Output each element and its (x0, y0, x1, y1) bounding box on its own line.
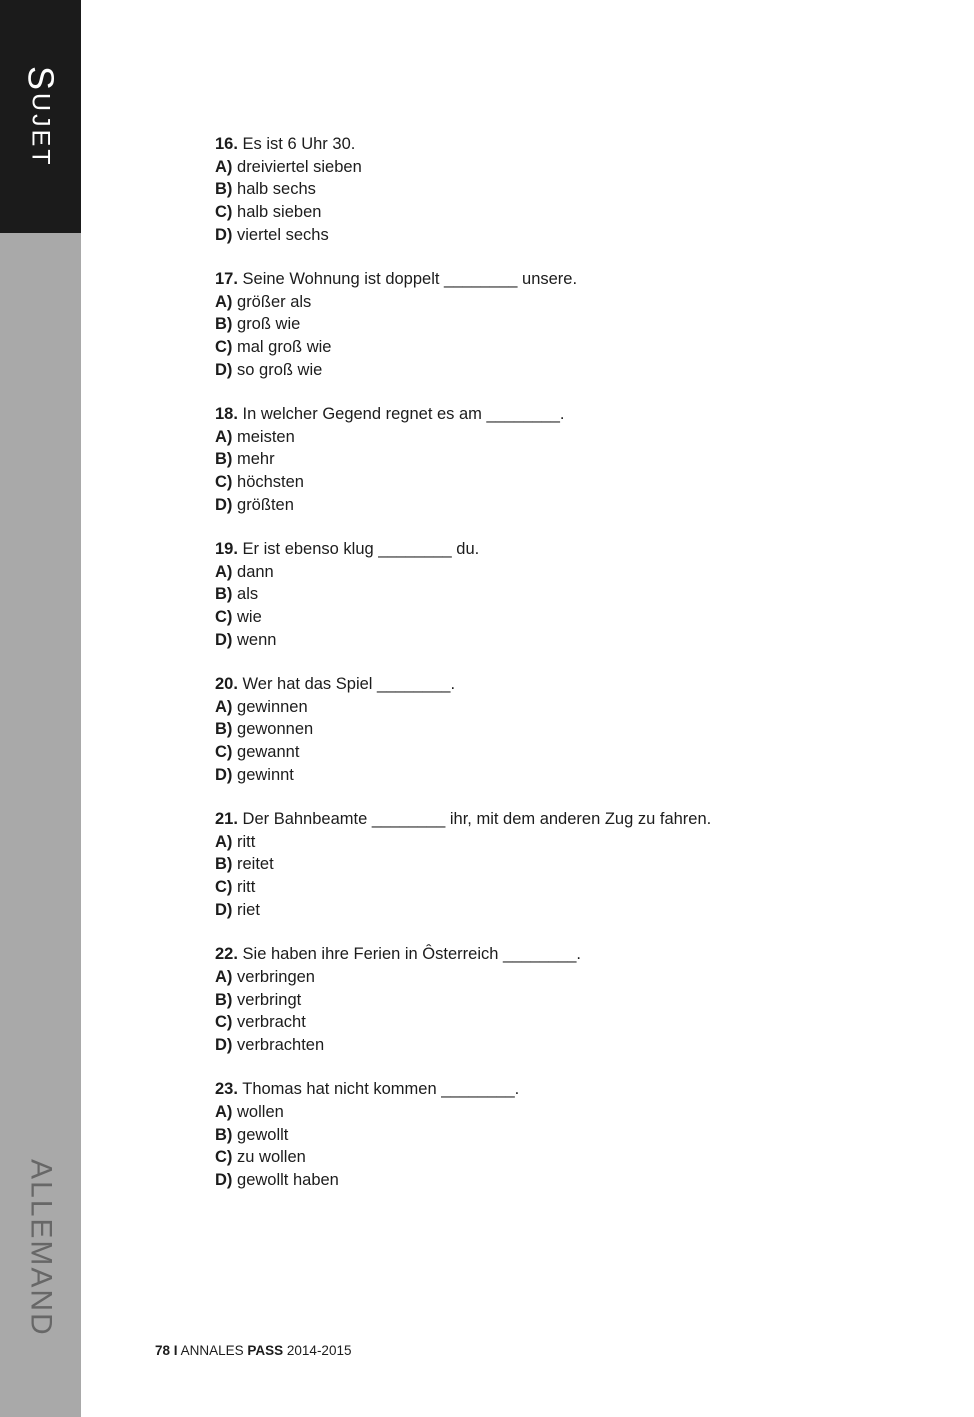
question-23 (215, 1078, 925, 1192)
option-text: meisten (237, 427, 295, 446)
option-letter: B) (215, 1125, 233, 1144)
option-text: gewollt (237, 1125, 289, 1144)
option-letter: B) (215, 450, 233, 469)
option-A (215, 966, 925, 989)
option-A (215, 561, 925, 584)
option-C (215, 606, 925, 629)
option-text: zu wollen (237, 1148, 306, 1167)
option-D (215, 494, 925, 517)
option-C (215, 336, 925, 359)
option-text: groß wie (237, 315, 301, 334)
question-stem (215, 133, 925, 156)
question-16 (215, 133, 925, 247)
question-stem (215, 943, 925, 966)
sujet-tab (0, 0, 81, 233)
option-text: dreiviertel sieben (237, 157, 362, 176)
option-D (215, 359, 925, 382)
question-stem (215, 808, 925, 831)
option-text: wie (237, 608, 262, 627)
option-text: reitet (237, 855, 274, 874)
option-text: halb sieben (237, 203, 322, 222)
option-C (215, 201, 925, 224)
option-B (215, 718, 925, 741)
question-text: Sie haben ihre Ferien in Ôsterreich ________. (242, 945, 581, 964)
option-D (215, 629, 925, 652)
question-22 (215, 943, 925, 1057)
option-text: gewinnen (237, 697, 308, 716)
option-C (215, 741, 925, 764)
question-text: Wer hat das Spiel ________. (242, 675, 456, 694)
option-letter: D) (215, 630, 233, 649)
question-stem (215, 268, 925, 291)
question-number: 23. (215, 1080, 238, 1099)
option-letter: B) (215, 720, 233, 739)
option-letter: C) (215, 203, 233, 222)
option-text: wollen (237, 1102, 284, 1121)
question-text: Seine Wohnung ist doppelt ________ unsere. (242, 270, 578, 289)
subject-label: ALLEMAND (24, 1158, 58, 1337)
option-B (215, 178, 925, 201)
question-20 (215, 673, 925, 787)
option-letter: A) (215, 832, 233, 851)
option-B (215, 313, 925, 336)
option-letter: B) (215, 180, 233, 199)
option-B (215, 989, 925, 1012)
question-stem (215, 403, 925, 426)
question-number: 22. (215, 945, 238, 964)
option-text: ritt (237, 878, 256, 897)
question-stem (215, 538, 925, 561)
subject-band (0, 1150, 81, 1345)
option-text: größer als (237, 292, 312, 311)
question-number: 20. (215, 675, 238, 694)
option-text: riet (237, 900, 260, 919)
option-letter: A) (215, 1102, 233, 1121)
question-18 (215, 403, 925, 517)
option-letter: A) (215, 697, 233, 716)
page-number: 78 (155, 1343, 171, 1358)
option-A (215, 156, 925, 179)
option-letter: C) (215, 608, 233, 627)
question-number: 17. (215, 270, 238, 289)
question-number: 18. (215, 405, 238, 424)
footer-series: ANNALES (180, 1343, 244, 1358)
option-B (215, 448, 925, 471)
option-C (215, 471, 925, 494)
question-number: 16. (215, 135, 238, 153)
footer-brand: PASS (247, 1343, 284, 1358)
option-text: verbringt (237, 990, 302, 1009)
footer-separator: I (173, 1343, 178, 1358)
option-text: halb sechs (237, 180, 316, 199)
option-letter: D) (215, 765, 233, 784)
question-text: Thomas hat nicht kommen ________. (242, 1080, 520, 1099)
question-17 (215, 268, 925, 382)
option-B (215, 853, 925, 876)
question-text: Es ist 6 Uhr 30. (242, 135, 356, 153)
sujet-tab-label-initial: S (20, 65, 62, 93)
option-D (215, 764, 925, 787)
option-D (215, 224, 925, 247)
option-text: als (237, 585, 259, 604)
option-letter: D) (215, 1170, 233, 1189)
option-A (215, 831, 925, 854)
question-number: 21. (215, 810, 238, 829)
option-letter: D) (215, 495, 233, 514)
footer-years: 2014-2015 (286, 1343, 352, 1358)
option-text: mal groß wie (237, 338, 332, 357)
option-letter: C) (215, 1148, 233, 1167)
questions-area (215, 133, 925, 1213)
question-text: Er ist ebenso klug ________ du. (242, 540, 480, 559)
option-letter: A) (215, 967, 233, 986)
option-A (215, 291, 925, 314)
option-text: gewonnen (237, 720, 314, 739)
option-text: gewannt (237, 743, 300, 762)
option-A (215, 1101, 925, 1124)
option-A (215, 426, 925, 449)
option-letter: A) (215, 427, 233, 446)
option-text: verbringen (237, 967, 315, 986)
option-letter: A) (215, 292, 233, 311)
option-text: ritt (237, 832, 256, 851)
option-letter: D) (215, 900, 233, 919)
option-text: gewinnt (237, 765, 294, 784)
option-C (215, 876, 925, 899)
option-text: viertel sechs (237, 225, 329, 244)
option-text: gewollt haben (237, 1170, 339, 1189)
option-letter: C) (215, 878, 233, 897)
option-letter: B) (215, 585, 233, 604)
option-letter: A) (215, 562, 233, 581)
option-text: verbrachten (237, 1035, 325, 1054)
option-letter: D) (215, 225, 233, 244)
option-letter: B) (215, 990, 233, 1009)
option-letter: C) (215, 338, 233, 357)
option-text: so groß wie (237, 360, 323, 379)
option-C (215, 1011, 925, 1034)
option-letter: C) (215, 743, 233, 762)
sujet-tab-label (20, 66, 62, 168)
option-D (215, 899, 925, 922)
option-letter: C) (215, 473, 233, 492)
option-letter: D) (215, 360, 233, 379)
sujet-tab-label-rest: UJET (26, 92, 55, 168)
option-B (215, 583, 925, 606)
option-letter: A) (215, 157, 233, 176)
option-letter: B) (215, 855, 233, 874)
option-B (215, 1124, 925, 1147)
option-text: höchsten (237, 473, 304, 492)
question-stem (215, 1078, 925, 1101)
option-C (215, 1146, 925, 1169)
option-D (215, 1034, 925, 1057)
option-letter: C) (215, 1013, 233, 1032)
option-letter: D) (215, 1035, 233, 1054)
option-text: dann (237, 562, 274, 581)
page-footer (155, 1343, 351, 1358)
question-text: In welcher Gegend regnet es am ________. (242, 405, 565, 424)
option-A (215, 696, 925, 719)
question-text: Der Bahnbeamte ________ ihr, mit dem anderen Zug zu fahren. (242, 810, 712, 829)
option-D (215, 1169, 925, 1192)
question-stem (215, 673, 925, 696)
option-text: verbracht (237, 1013, 306, 1032)
option-text: wenn (237, 630, 277, 649)
option-text: mehr (237, 450, 275, 469)
option-text: größten (237, 495, 294, 514)
question-number: 19. (215, 540, 238, 559)
question-19 (215, 538, 925, 652)
option-letter: B) (215, 315, 233, 334)
question-21 (215, 808, 925, 922)
